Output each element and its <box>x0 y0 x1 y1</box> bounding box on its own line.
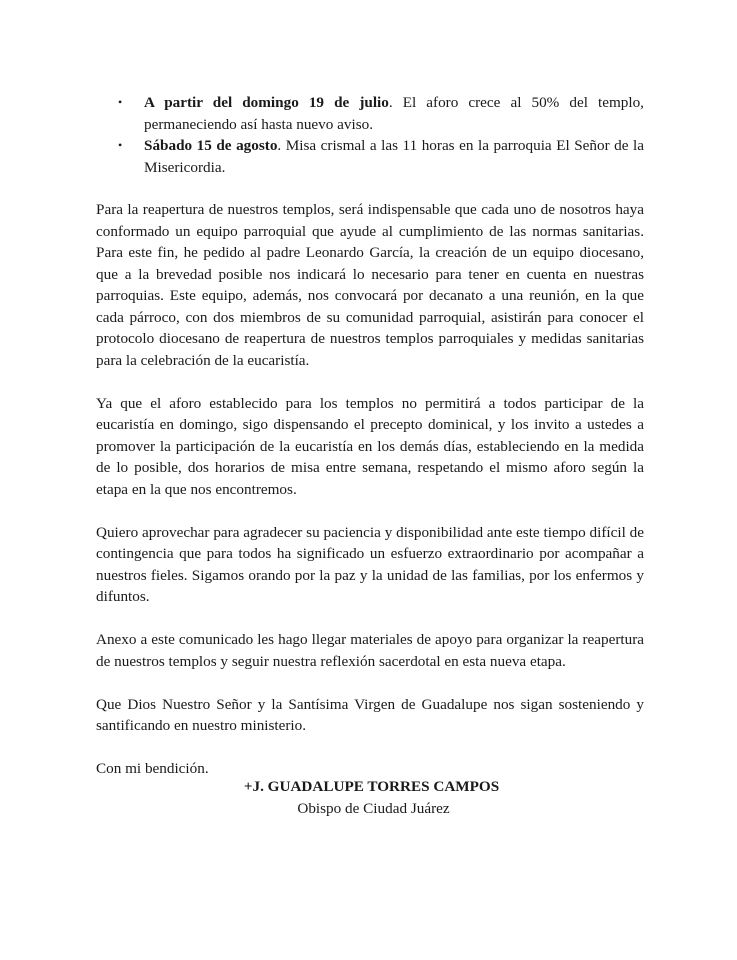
paragraph-reopening-team: Para la reapertura de nuestros templos, será indispensable que cada uno de nosotros haya conformado un equipo parroquial que ayude al cumplimiento de las normas sanitarias. Para este fin, he pedido al padre Leonardo García, la creación de un equipo diocesano, que a la brevedad posible nos indicará lo necesario para tener en cuenta en nuestras parroquias. Este equipo, además, nos convocará por decanato a una reunión, en la que cada párroco, con dos miembros de su comunidad parroquial, asistirán para conocer el protocolo diocesano de reapertura de nuestros templos parroquiales y medidas sanitarias para la celebración de la eucaristía. <box>96 201 644 369</box>
paragraph-annex: Anexo a este comunicado les hago llegar materiales de apoyo para organizar la reapertura de nuestros templos y seguir nuestra reflexión sacerdotal en esta nueva etapa. <box>96 631 644 670</box>
bullet-icon: • <box>118 95 123 109</box>
bullet-item-august-15 <box>96 135 644 178</box>
bullet-item-july-19 <box>96 92 644 135</box>
bullet-heading: Sábado 15 de agosto <box>144 137 278 154</box>
signature-block <box>0 776 737 819</box>
paragraph-gratitude: Quiero aprovechar para agradecer su paciencia y disponibilidad ante este tiempo difícil de contingencia que para todos ha significado un esfuerzo extraordinario por acompañar a nuestros fieles. Sigamos orando por la paz y la unidad de las familias, por los enfermos y difuntos. <box>96 523 644 605</box>
bullet-heading: A partir del domingo 19 de julio <box>144 94 389 111</box>
bullet-text: . Misa crismal a las 11 horas en la parroquia El Señor de la Misericordia. <box>144 137 644 176</box>
bullet-icon: • <box>118 138 123 152</box>
closing-line: Con mi bendición. <box>96 760 209 777</box>
document-body <box>96 92 644 801</box>
signatory-role: Obispo de Ciudad Juárez <box>297 799 450 817</box>
bullet-text: . El aforo crece al 50% del templo, permaneciendo así hasta nuevo aviso. <box>144 94 644 133</box>
paragraph-sunday-dispensation: Ya que el aforo establecido para los templos no permitirá a todos participar de la eucaristía en domingo, sigo dispensando el precepto dominical, y los invito a ustedes a promover la participación de la eucaristía en los demás días, estableciendo en la medida de lo posible, dos horarios de misa entre semana, respetando el mismo aforo según la etapa en la que nos encontremos. <box>96 394 644 498</box>
date-bullet-list <box>96 92 644 178</box>
paragraph-blessing: Que Dios Nuestro Señor y la Santísima Virgen de Guadalupe nos sigan sosteniendo y santificando en nuestro ministerio. <box>96 695 644 734</box>
signatory-name: +J. GUADALUPE TORRES CAMPOS <box>243 778 500 795</box>
